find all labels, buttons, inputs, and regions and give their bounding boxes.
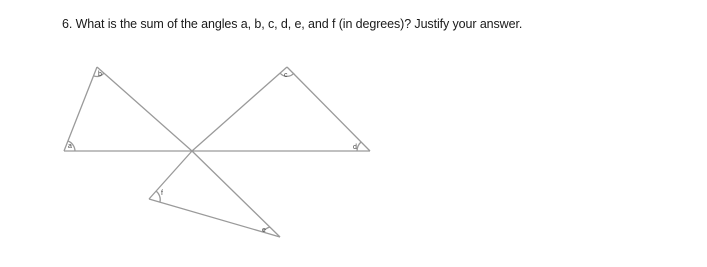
question-prompt: What is the sum of the angles a, b, c, d, e, and f (in degrees)? Justify your answer. [75, 17, 523, 31]
angle-arc-f [156, 191, 160, 202]
right-triangle-side-right [287, 67, 370, 151]
lower-triangle-side-left [149, 151, 192, 199]
left-triangle-side-right [97, 67, 192, 151]
angle-label-d: d [353, 144, 357, 151]
angle-label-f: f [161, 190, 163, 197]
right-triangle-side-left [192, 67, 287, 151]
angle-arc-d [357, 142, 361, 151]
question-number: 6. [62, 17, 73, 31]
angle-label-c: c [284, 72, 288, 79]
left-triangle-side-left [64, 67, 97, 151]
angle-label-e: e [262, 227, 266, 234]
angle-label-b: b [98, 71, 102, 78]
angle-label-a: a [68, 143, 72, 150]
